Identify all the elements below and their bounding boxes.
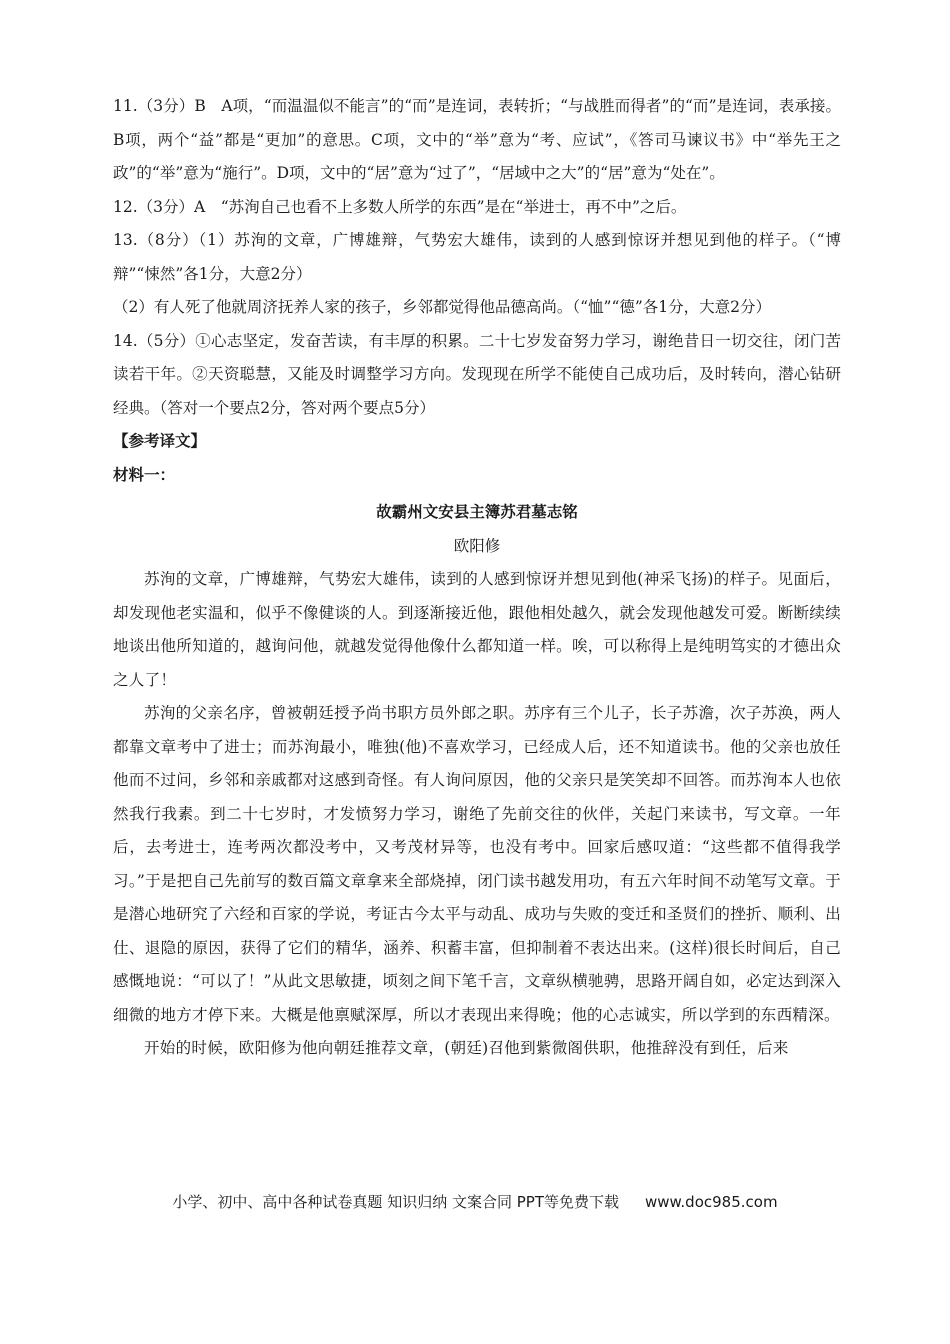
essay-paragraph: 苏洵的父亲名序，曾被朝廷授予尚书职方员外郎之职。苏序有三个儿子，长子苏澹，次子苏涣，两人都靠文章考中了进士；而苏洵最小，唯独(他)不喜欢学习，已经成人后，还不知道读书。他的父亲也放任他而不过问，乡邻和亲戚都对这感到奇怪。有人询问原因，他的父亲只是笑笑却不回答。而苏洵本人也依然我行我素。到二十七岁时，才发愤努力学习，谢绝了先前交往的伙伴，关起门来读书，写文章。一年后，去考进士，连考两次都没考中，又考茂材异等，也没有考中。回家后感叹道：“这些都不值得我学习。”于是把自己先前写的数百篇文章拿来全部烧掉，闭门读书越发用功，有五六年时间不动笔写文章。于是潜心地研究了六经和百家的学说，考证古今太平与动乱、成功与失败的变迁和圣贤们的挫折、顺利、出仕、退隐的原因，获得了它们的精华，涵养、积蓄丰富，但抑制着不表达出来。(这样)很长时间后，自己感慨地说：“可以了！”从此文思敏捷，顷刻之间下笔千言，文章纵横驰骋，思路开阔自如，必定达到深入细微的地方才停下来。大概是他禀赋深厚，所以才表现出来得晚；他的心志诚实，所以学到的东西精深。: [113, 704, 841, 1024]
essay-title: 故霸州文安县主簿苏君墓志铭: [376, 503, 578, 521]
material-label: 材料一：: [113, 465, 176, 484]
page-footer: [0, 1191, 950, 1212]
answer-13-part-1: 13.（8分）（1）苏洵的文章，广博雄辩，气势宏大雄伟，读到的人感到惊讶并想见到他的样子。（“博辩”“悚然”各1分，大意2分）: [113, 231, 841, 283]
answer-12: 12.（3分）A “苏洵自己也看不上多数人所学的东西”是在“举进士，再不中”之后。: [113, 197, 687, 216]
essay-paragraph: 开始的时候，欧阳修为他向朝廷推荐文章，(朝廷)召他到紫微阁供职，他推辞没有到任，后来: [144, 1039, 789, 1057]
answer-13-part-2: （2）有人死了他就周济抚养人家的孩子，乡邻都觉得他品德高尚。（“恤”“德”各1分，大意2分）: [113, 298, 772, 316]
footer-site-link[interactable]: www.doc985.com: [644, 1193, 778, 1211]
answer-14: 14.（5分）①心志坚定，发奋苦读，有丰厚的积累。二十七岁发奋努力学习，谢绝昔日一切交往，闭门苦读若干年。②天资聪慧，又能及时调整学习方向。发现现在所学不能使自己成功后，及时转向，潜心钻研经典。（答对一个要点2分，答对两个要点5分）: [113, 331, 841, 417]
answer-11: 11.（3分）B A项，“而温温似不能言”的“而”是连词，表转折；“与战胜而得者”的“而”是连词，表承接。B项，两个“益”都是“更加”的意思。C项，文中的“举”意为“考、应试”，《答司马谏议书》中“举先王之政”的“举”意为“施行”。D项，文中的“居”意为“过了”，“居域中之大”的“居”意为“处在”。: [113, 97, 841, 182]
footer-text: 小学、初中、高中各种试卷真题 知识归纳 文案合同 PPT等免费下载: [172, 1193, 619, 1211]
section-heading: 【参考译文】: [113, 432, 207, 450]
essay-author: 欧阳修: [453, 536, 501, 555]
essay-paragraph: 苏洵的文章，广博雄辩，气势宏大雄伟，读到的人感到惊讶并想见到他(神采飞扬)的样子。见面后，却发现他老实温和，似乎不像健谈的人。到逐渐接近他，跟他相处越久，就会发现他越发可爱。断断续续地谈出他所知道的，越询问他，就越发觉得他像什么都知道一样。唉，可以称得上是纯明笃实的才德出众之人了！: [113, 570, 841, 689]
document-body: [113, 90, 841, 1066]
